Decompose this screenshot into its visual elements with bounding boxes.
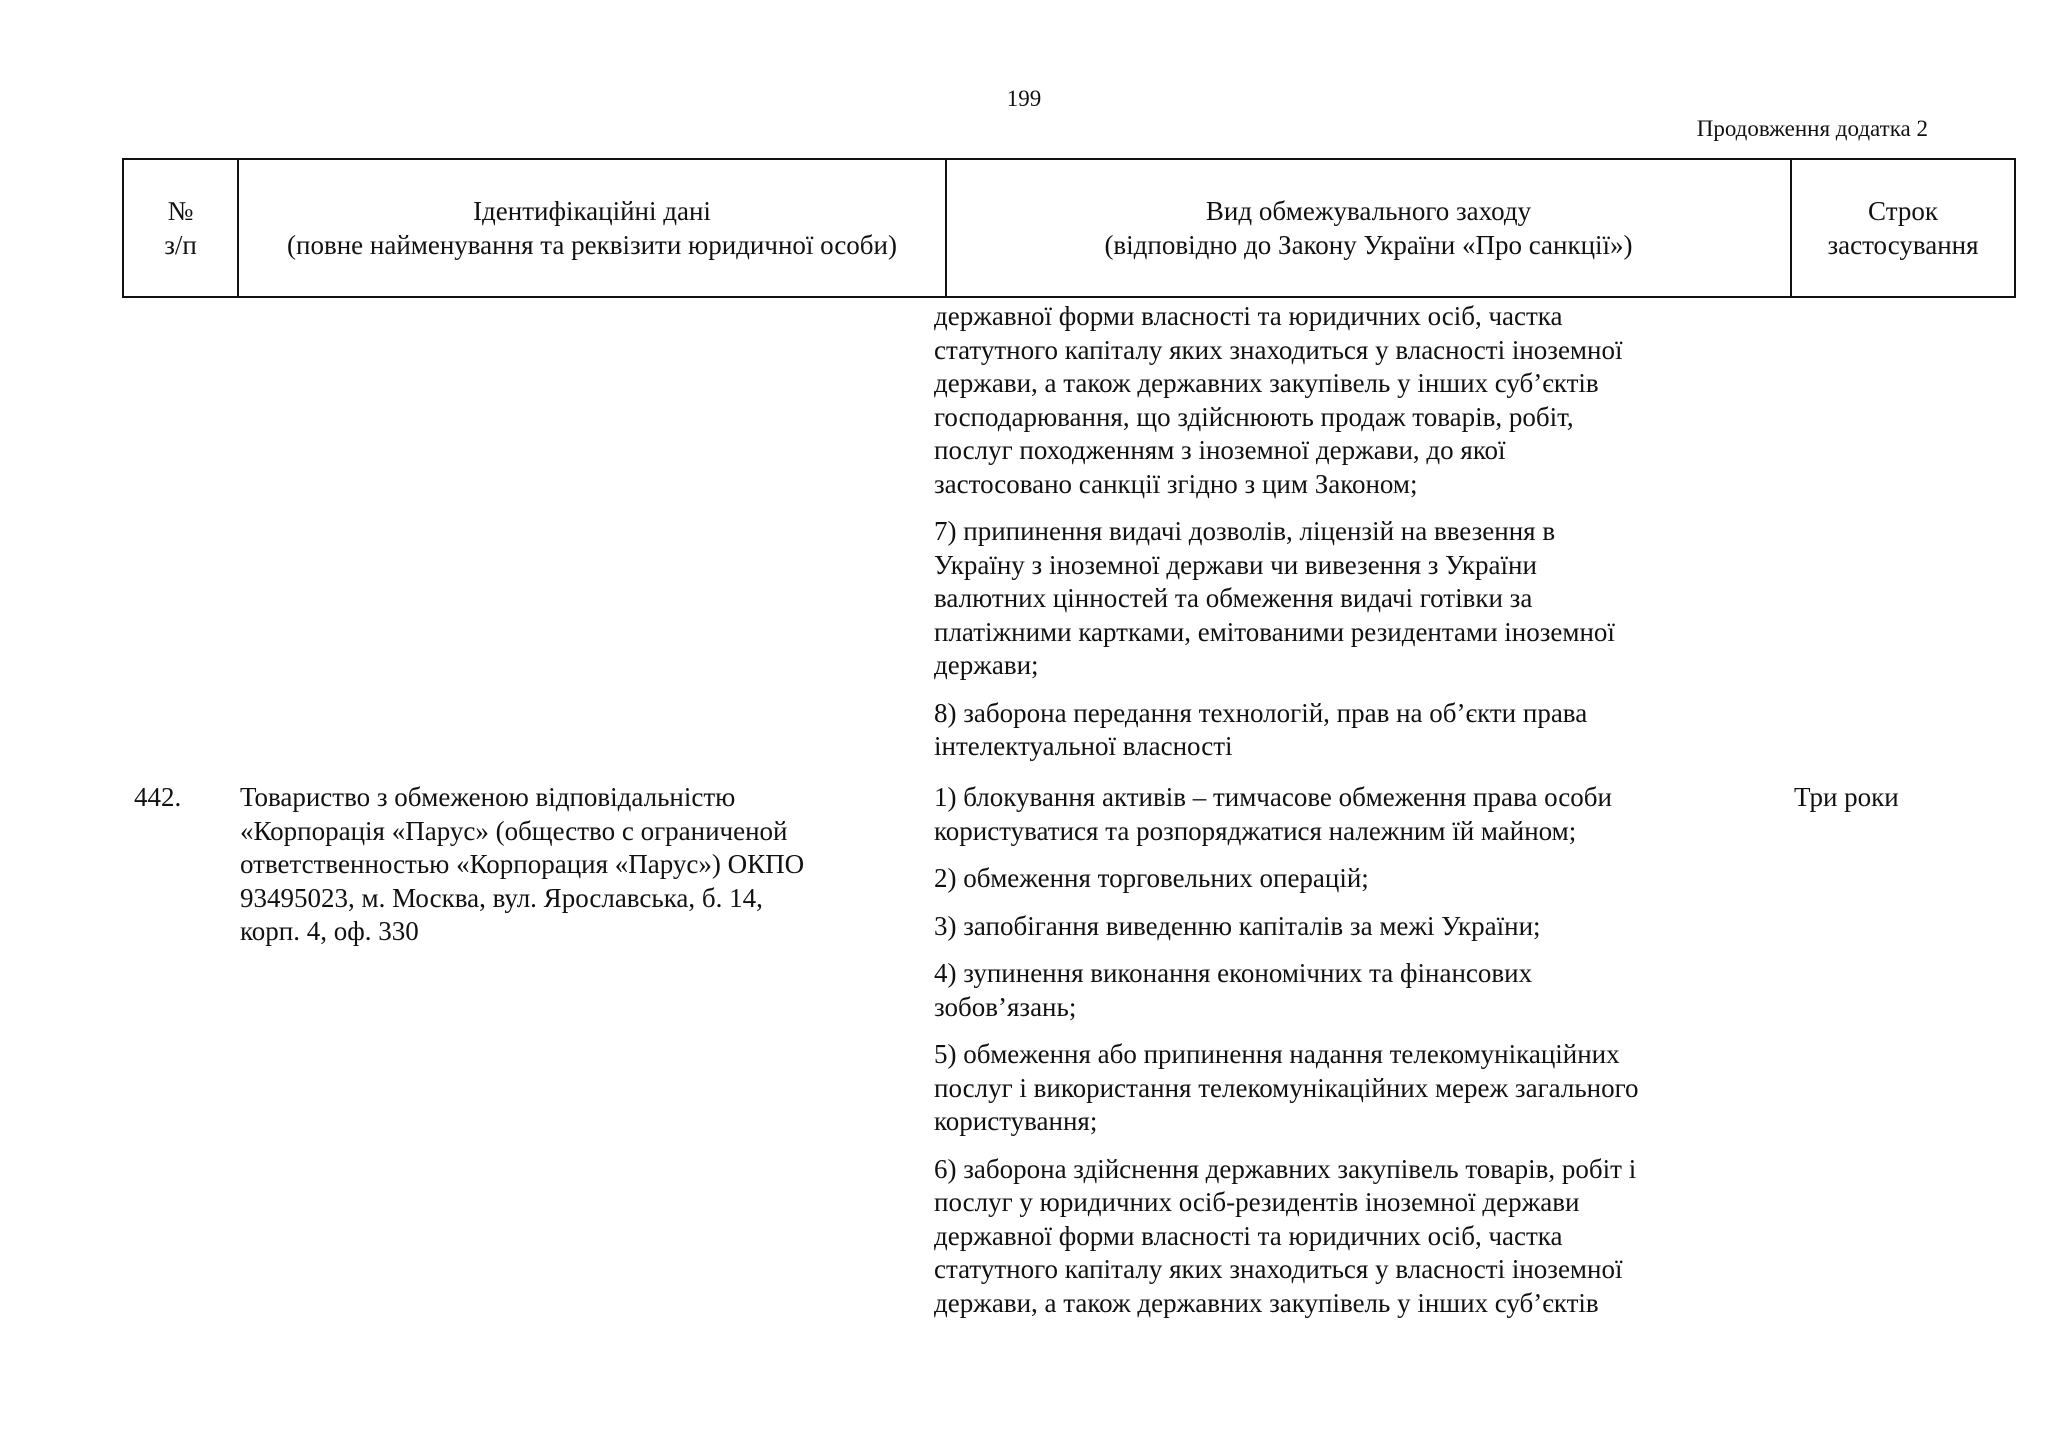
measure-paragraph xyxy=(934,957,1764,1024)
measure-paragraph xyxy=(934,910,1764,944)
application-term: Три роки xyxy=(1794,782,1899,812)
measure-paragraph-line: Україну з іноземної держави чи вивезення з України xyxy=(934,549,1537,580)
measure-paragraph xyxy=(934,300,1764,501)
header-col-number-line: з/п xyxy=(164,230,197,260)
measure-paragraph xyxy=(934,1038,1764,1139)
measure-paragraph xyxy=(934,1153,1764,1321)
measure-paragraph-line: 6) заборона здійснення державних закупівель товарів, робіт і xyxy=(934,1153,1637,1184)
measure-paragraph-line: застосовано санкції згідно з цим Законом; xyxy=(934,468,1418,499)
measure-paragraph-line: державної форми власності та юридичних осіб, частка xyxy=(934,1220,1563,1251)
header-col-term xyxy=(1791,159,2015,297)
measure-paragraph-line: 1) блокування активів – тимчасове обмеження права особи xyxy=(934,782,1612,812)
page-number: 199 xyxy=(1006,86,1042,111)
entity-identification xyxy=(240,781,900,949)
header-col-number xyxy=(123,159,238,297)
measure-paragraph-line: статутного капіталу яких знаходиться у власності іноземної xyxy=(934,334,1623,365)
entity-line: 93495023, м. Москва, вул. Ярославська, б. 14, xyxy=(240,882,763,913)
measure-paragraph xyxy=(934,781,1764,848)
continued-measures xyxy=(934,300,1764,778)
continuation-label: Продовження додатка 2 xyxy=(1696,116,1928,141)
measure-paragraph-line: держави, а також державних закупівель у інших суб’єктів xyxy=(934,368,1599,398)
measure-paragraph xyxy=(934,697,1764,764)
measure-paragraph-line: користування; xyxy=(934,1106,1098,1136)
measure-paragraph-line: 7) припинення видачі дозволів, ліцензій на ввезення в xyxy=(934,516,1556,546)
entity-line: Товариство з обмеженою відповідальністю xyxy=(240,782,736,812)
measure-paragraph-line: послуг і використання телекомунікаційних мереж загального xyxy=(934,1072,1639,1103)
measure-paragraph-line: послуг походженням з іноземної держави, до якої xyxy=(934,435,1506,465)
measure-paragraph-line: валютних цінностей та обмеження видачі готівки за xyxy=(934,583,1533,613)
measure-paragraph-line: платіжними картками, емітованими резидентами іноземної xyxy=(934,616,1615,647)
header-col-identification xyxy=(238,159,946,297)
measure-paragraph-line: 2) обмеження торговельних операцій; xyxy=(934,863,1369,893)
measure-paragraph-line: держави; xyxy=(934,650,1039,680)
measure-paragraph-line: статутного капіталу яких знаходиться у власності іноземної xyxy=(934,1254,1623,1284)
measure-paragraph-line: 5) обмеження або припинення надання телекомунікаційних xyxy=(934,1039,1620,1069)
header-col-term-line: застосування xyxy=(1827,230,1979,260)
header-col-term-line: Строк xyxy=(1868,196,1938,226)
row-number: 442. xyxy=(134,782,182,812)
measure-paragraph-line: користуватися та розпоряджатися належним їй майном; xyxy=(934,815,1577,846)
header-col-measure-line: Вид обмежувального заходу xyxy=(1205,196,1532,226)
measure-paragraph-line: послуг у юридичних осіб-резидентів іноземної держави xyxy=(934,1187,1580,1217)
measure-paragraph-line: 4) зупинення виконання економічних та фінансових xyxy=(934,958,1533,988)
measure-paragraph xyxy=(934,862,1764,896)
entity-line: корп. 4, оф. 330 xyxy=(240,916,419,946)
header-col-measure-line: (відповідно до Закону України «Про санкції») xyxy=(1104,230,1633,260)
measure-paragraph-line: зобов’язань; xyxy=(934,991,1077,1022)
measure-paragraph-line: інтелектуальної власності xyxy=(934,731,1233,761)
entity-line: «Корпорація «Парус» (общество с ограниченой xyxy=(240,815,788,846)
entity-line: ответственностью «Корпорация «Парус») ОКПО xyxy=(240,849,805,879)
measure-paragraph xyxy=(934,515,1764,683)
table-header xyxy=(122,158,2016,298)
measure-paragraph-line: держави, а також державних закупівель у інших суб’єктів xyxy=(934,1287,1599,1318)
measure-paragraph-line: 3) запобігання виведенню капіталів за межі України; xyxy=(934,910,1541,941)
header-col-identification-line: (повне найменування та реквізити юридичної особи) xyxy=(287,230,897,260)
restrictive-measures xyxy=(934,781,1764,1334)
measure-paragraph-line: господарювання, що здійснюють продаж товарів, робіт, xyxy=(934,401,1574,432)
header-col-identification-line: Ідентифікаційні дані xyxy=(473,196,711,226)
header-col-number-line: № xyxy=(167,196,194,226)
measure-paragraph-line: 8) заборона передання технологій, прав на об’єкти права xyxy=(934,697,1588,728)
measure-paragraph-line: державної форми власності та юридичних осіб, частка xyxy=(934,301,1563,331)
header-col-measure xyxy=(946,159,1791,297)
